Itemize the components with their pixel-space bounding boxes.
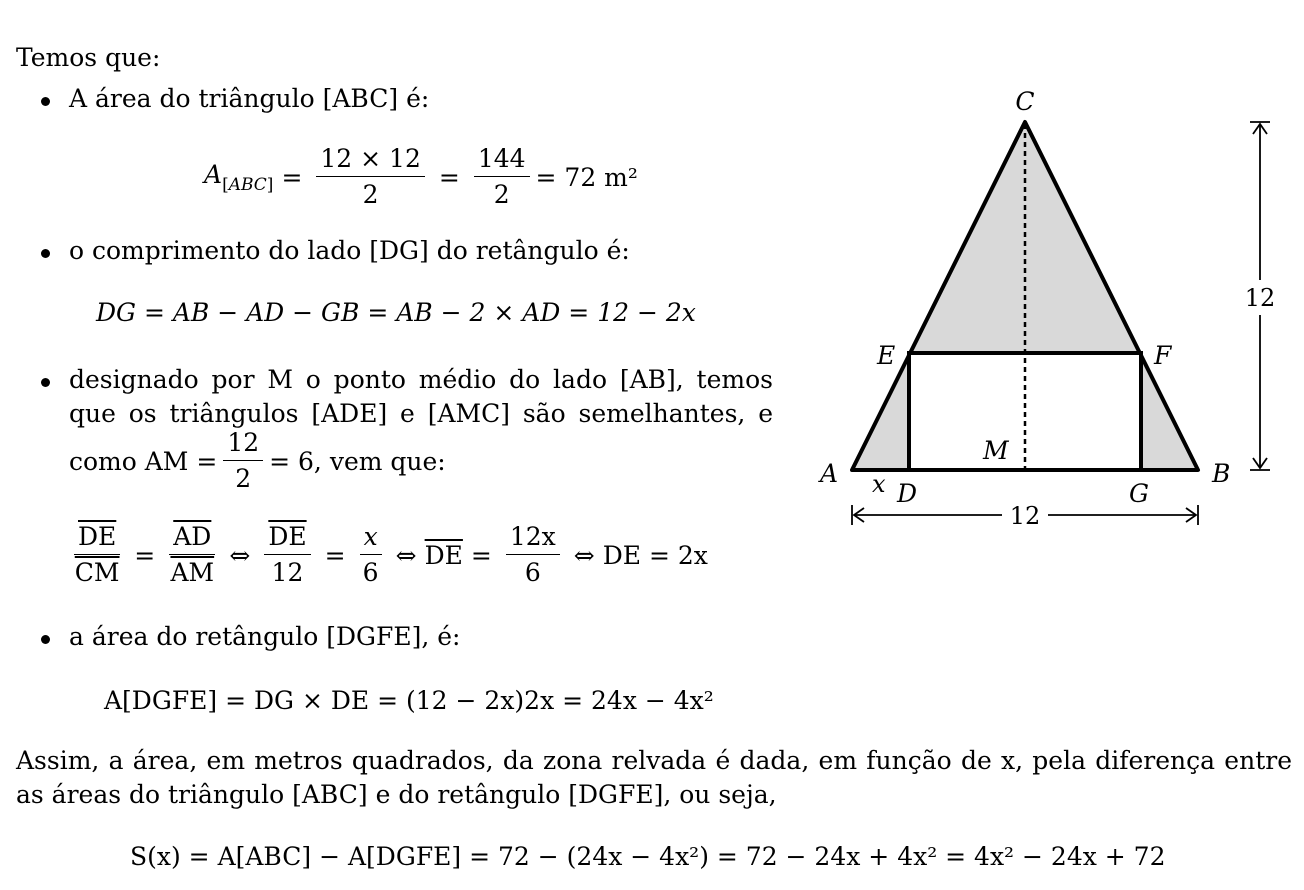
eq1-frac1: $\frac{12 \times 12}{2}$ xyxy=(316,144,424,210)
label-x: x xyxy=(872,470,886,498)
bullet-marker xyxy=(41,635,50,644)
bullet-marker xyxy=(41,378,50,387)
label-f: F xyxy=(1154,341,1172,370)
equation-s-of-x: S(x) = A[ABC] − A[DGFE] = 72 − (24x − 4x²) = 72 − 24x + 4x² = 4x² − 24x + 72 xyxy=(130,842,1166,871)
bullet2-text: o comprimento do lado [DG] do retângulo é: xyxy=(69,236,630,265)
bullet3-line1: designado por M o ponto médio do lado [AB], temos xyxy=(69,365,773,394)
eq1-result: = 72 m² xyxy=(535,162,638,192)
conclusion-paragraph xyxy=(16,744,1292,812)
label-d: D xyxy=(897,479,918,508)
label-g: G xyxy=(1129,479,1149,508)
eq1-frac2: $\frac{144}{2}$ xyxy=(474,144,530,210)
triangle-figure xyxy=(810,80,1290,540)
bullet-marker xyxy=(41,249,50,258)
equation-area-dgfe: A[DGFE] = DG × DE = (12 − 2x)2x = 24x − 4x² xyxy=(104,686,714,715)
equation-dg: DG = AB − AD − GB = AB − 2 × AD = 12 − 2x xyxy=(96,298,696,327)
label-m: M xyxy=(983,436,1009,465)
bullet3-frac: $\frac{12}{2}$ xyxy=(223,428,263,494)
eq1-lhs: $A_{[ABC]}$ xyxy=(204,159,274,195)
base-label: 12 xyxy=(1009,502,1041,530)
equation-area-abc: $A_{[ABC]}$ = $\frac{12 \times 12}{2}$ = $\frac{144}{2}$ = 72 m² xyxy=(204,144,638,209)
conclusion-line1: Assim, a área, em metros quadrados, da zona relvada é dada, em função de x, pela diferença entre xyxy=(16,746,1292,775)
height-label: 12 xyxy=(1244,284,1276,312)
conclusion-line2: as áreas do triângulo [ABC] e do retângulo [DGFE], ou seja, xyxy=(16,780,777,809)
bullet3-line2: que os triângulos [ADE] e [AMC] são semelhantes, e xyxy=(69,399,773,428)
label-e: E xyxy=(877,341,896,370)
bullet3-paragraph xyxy=(69,363,773,431)
intro-text: Temos que: xyxy=(16,43,161,72)
label-a: A xyxy=(820,459,839,488)
bullet-marker xyxy=(41,97,50,106)
label-b: B xyxy=(1212,459,1231,488)
bullet1-text: A área do triângulo [ABC] é: xyxy=(69,84,430,113)
label-c: C xyxy=(1015,87,1035,116)
bullet3-line3: como AM = $\frac{12}{2}$ = 6, vem que: xyxy=(69,428,446,493)
equation-similarity: $\frac{\overline{DE}}{CM}$ = $\frac{\overline{AD}}{AM}$ ⇔ $\frac{\overline{DE}}{12}$ = $\frac{x}{6}$ ⇔ $\overline{DE}$ = $\frac{12x}{6}$ ⇔ DE = 2x xyxy=(74,522,708,587)
height-dimension xyxy=(1245,122,1276,470)
bullet4-text: a área do retângulo [DGFE], é: xyxy=(69,622,461,651)
